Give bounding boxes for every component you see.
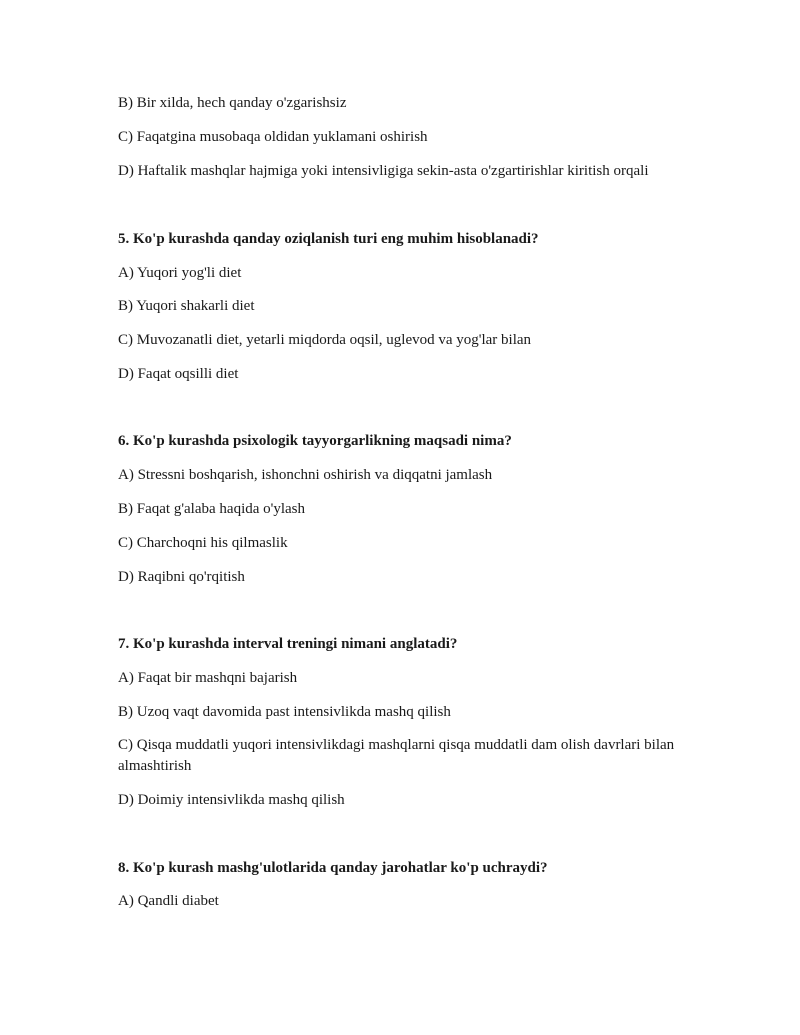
q6-option-d: D) Raqibni qo'rqitish: [118, 569, 245, 585]
q5-question: 5. Ko'p kurashda qanday oziqlanish turi eng muhim hisoblanadi?: [118, 231, 539, 247]
q7-option-a: A) Faqat bir mashqni bajarish: [118, 670, 298, 686]
q5-option-a: A) Yuqori yog'li diet: [118, 265, 242, 281]
q7-option-b: B) Uzoq vaqt davomida past intensivlikda mashq qilish: [118, 704, 451, 720]
q4-option-d: D) Haftalik mashqlar hajmiga yoki intensivligiga sekin-asta o'zgartirishlar kiritish orqali: [118, 163, 649, 179]
q6-option-a: A) Stressni boshqarish, ishonchni oshirish va diqqatni jamlash: [118, 467, 493, 483]
q5-option-c: C) Muvozanatli diet, yetarli miqdorda oqsil, uglevod va yog'lar bilan: [118, 332, 532, 348]
q4-option-b: B) Bir xilda, hech qanday o'zgarishsiz: [118, 95, 347, 111]
q7-question: 7. Ko'p kurashda interval treningi nimani anglatadi?: [118, 636, 458, 652]
q6-option-c: C) Charchoqni his qilmaslik: [118, 535, 288, 551]
q7-option-d: D) Doimiy intensivlikda mashq qilish: [118, 792, 345, 808]
q5-option-d: D) Faqat oqsilli diet: [118, 366, 239, 382]
q5-option-b: B) Yuqori shakarli diet: [118, 298, 255, 314]
q4-option-c: C) Faqatgina musobaqa oldidan yuklamani oshirish: [118, 129, 428, 145]
q6-option-b: B) Faqat g'alaba haqida o'ylash: [118, 501, 306, 517]
q7-option-c: C) Qisqa muddatli yuqori intensivlikdagi mashqlarni qisqa muddatli dam olish davrlari bilan almashtirish: [118, 737, 675, 774]
q8-question: 8. Ko'p kurash mashg'ulotlarida qanday jarohatlar ko'p uchraydi?: [118, 860, 548, 876]
q8-option-a: A) Qandli diabet: [118, 893, 219, 909]
q6-question: 6. Ko'p kurashda psixologik tayyorgarlikning maqsadi nima?: [118, 433, 512, 449]
